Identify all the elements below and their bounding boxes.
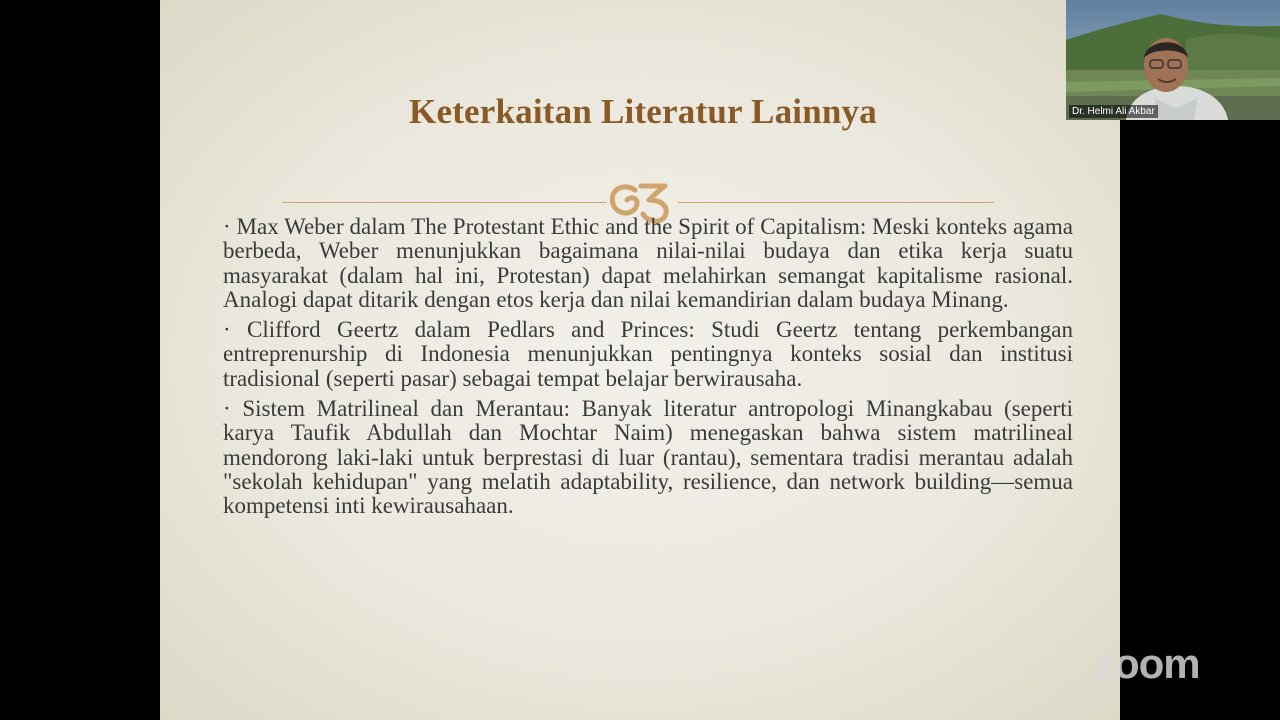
svg-text:zoom: zoom [1094,640,1200,687]
shared-presentation-slide [160,0,1120,720]
bullet-clifford-geertz: · Clifford Geertz dalam Pedlars and Princes: Studi Geertz tentang perkembangan entreprenurship di Indonesia menunjukkan pentingnya konteks sosial dan institusi tradisional (seperti pasar) sebagai tempat belajar berwirausaha. [223,317,1073,391]
divider-line-left [282,202,607,203]
webcam-video-feed [1066,0,1280,120]
zoom-logo [1094,640,1234,690]
participant-name-label: Dr. Helmi Ali Akbar [1069,105,1158,118]
bullet-max-weber: · Max Weber dalam The Protestant Ethic and the Spirit of Capitalism: Meski konteks agama berbeda, Weber menunjukkan bagaimana nilai-nilai budaya dan etika kerja suatu masyarakat (dalam hal ini, Protestan) dapat melahirkan semangat kapitalisme rasional. Analogi dapat ditarik dengan etos kerja dan nilai kemandirian dalam budaya Minang. [223,214,1073,312]
slide-body [223,215,1073,525]
bullet-matrilineal-merantau: · Sistem Matrilineal dan Merantau: Banyak literatur antropologi Minangkabau (seperti karya Taufik Abdullah dan Mochtar Naim) menegaskan bahwa sistem matrilineal mendorong laki-laki untuk berprestasi di luar (rantau), sementara tradisi merantau adalah "sekolah kehidupan" yang melatih adaptability, resilience, dan network building—semua kompetensi inti kewirausahaan. [223,396,1073,519]
divider-line-right [678,202,994,203]
slide-title: Keterkaitan Literatur Lainnya [409,92,877,131]
participant-video-thumbnail[interactable] [1066,0,1280,120]
